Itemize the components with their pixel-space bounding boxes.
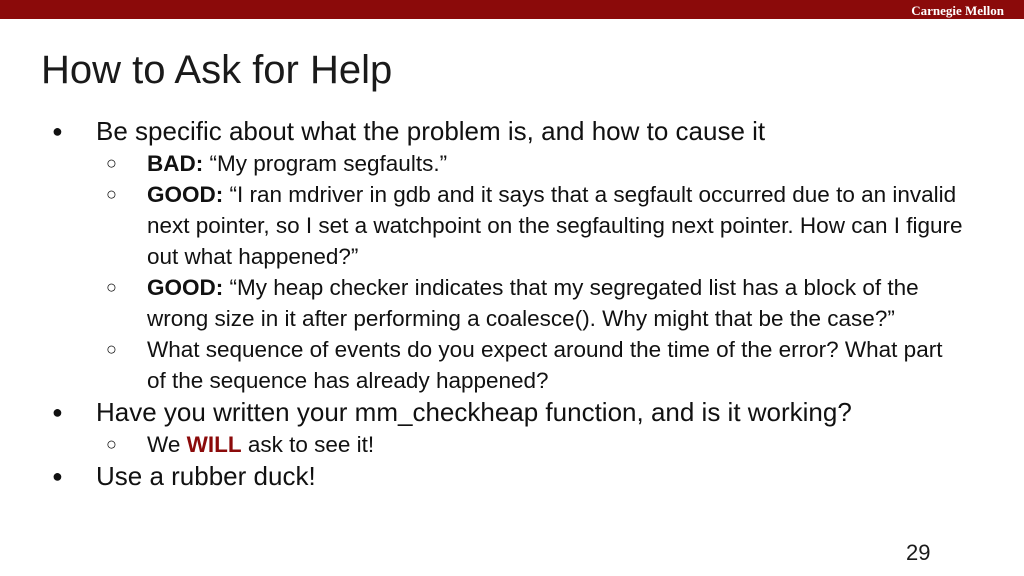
- slide-title: How to Ask for Help: [41, 48, 393, 92]
- sub-bullet-item: [0, 429, 1024, 460]
- bullet-item: [0, 460, 1024, 492]
- sub-bullet-text: What sequence of events do you expect around the time of the error? What part of the sequence has already happened?: [147, 337, 943, 393]
- bullet-dot-icon: ●: [52, 466, 63, 486]
- bullet-dot-icon: ●: [52, 121, 63, 141]
- page-number: 29: [906, 540, 931, 565]
- bullet-circle-icon: ○: [106, 339, 117, 359]
- sub-bullet-text: We: [147, 432, 187, 457]
- sub-bullet-text: “I ran mdriver in gdb and it says that a segfault occurred due to an invalid next pointer, so I set a watchpoint on the segfaulting next pointer. How can I figure out what happened?”: [147, 182, 963, 269]
- sub-bullet-item: [0, 272, 1024, 334]
- bullet-circle-icon: ○: [106, 277, 117, 297]
- will-emphasis: WILL: [186, 432, 242, 457]
- bullet-item: [0, 115, 1024, 147]
- bullet-text: Have you written your mm_checkheap function, and is it working?: [96, 397, 852, 427]
- good-label: GOOD:: [147, 275, 224, 300]
- bad-label: BAD:: [147, 151, 204, 176]
- good-label: GOOD:: [147, 182, 224, 207]
- bullet-dot-icon: ●: [52, 402, 63, 422]
- header-bar: [0, 0, 1024, 19]
- bullet-text: Be specific about what the problem is, and how to cause it: [96, 116, 766, 146]
- bullet-text: Use a rubber duck!: [96, 461, 316, 491]
- bullet-circle-icon: ○: [106, 184, 117, 204]
- sub-bullet-item: [0, 334, 1024, 396]
- sub-bullet-item: [0, 179, 1024, 272]
- sub-bullet-text: “My heap checker indicates that my segregated list has a block of the wrong size in it after performing a coalesce(). Why might that be the case?”: [147, 275, 919, 331]
- sub-bullet-text: ask to see it!: [241, 432, 375, 457]
- bullet-circle-icon: ○: [106, 434, 117, 454]
- sub-bullet-text: “My program segfaults.”: [203, 151, 448, 176]
- bullet-list: [0, 115, 1024, 493]
- sub-bullet-item: [0, 148, 1024, 179]
- bullet-circle-icon: ○: [106, 153, 117, 173]
- bullet-item: [0, 396, 1024, 428]
- brand-label: Carnegie Mellon: [911, 3, 1004, 18]
